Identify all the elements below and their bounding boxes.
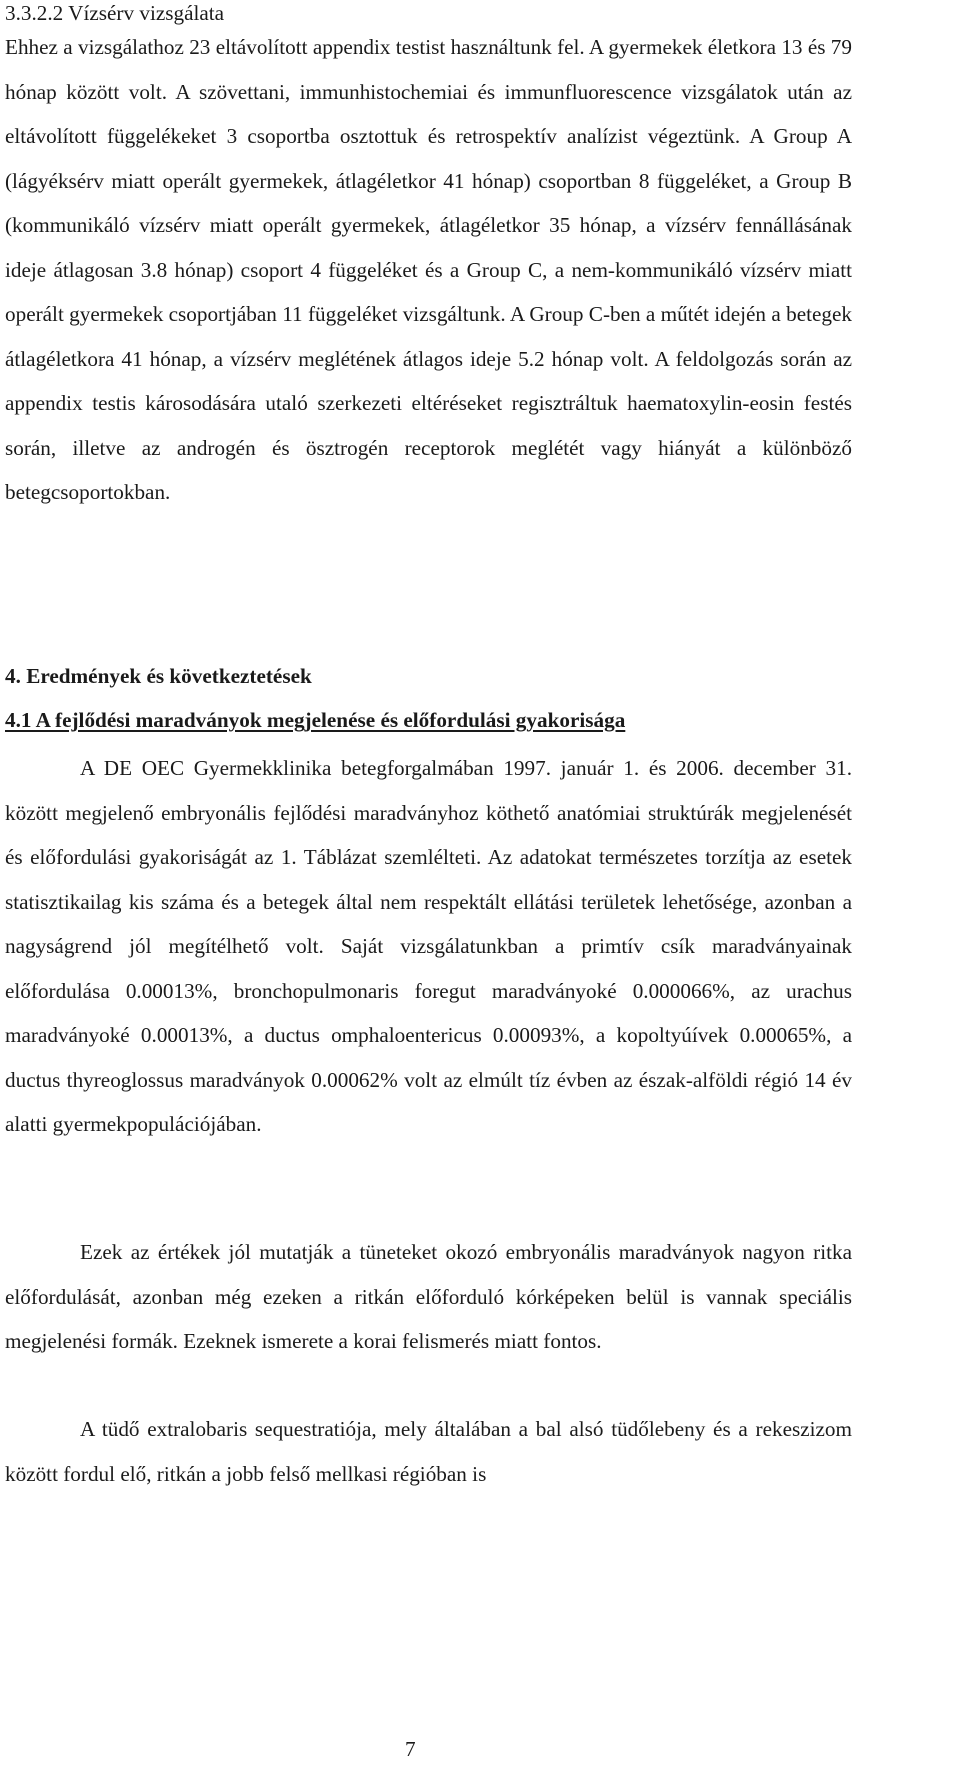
page-number: 7	[405, 1737, 416, 1761]
section-heading: 3.3.2.2 Vízsérv vizsgálata	[5, 1, 225, 25]
paragraph-values: Ezek az értékek jól mutatják a tüneteket okozó embryonális maradványok nagyon ritka előfordulását, azonban még ezeken a ritkán előforduló kórképeken belül is vannak speciális megjelenési formák. Ezeknek ismerete a korai felismerés miatt fontos.	[5, 1240, 852, 1353]
paragraph-lung-sequestration: A tüdő extralobaris sequestratiója, mely általában a bal alsó tüdőlebeny és a rekeszizom között fordul elő, ritkán a jobb felső mellkasi régióban is	[5, 1417, 852, 1486]
paragraph-hydrocele-study: Ehhez a vizsgálathoz 23 eltávolított appendix testist használtunk fel. A gyermekek életkora 13 és 79 hónap között volt. A szövettani, immunhistochemiai és immunfluorescence vizsgálatok után az eltávolított függelékeket 3 csoportba osztottuk és retrospektív analízist végeztünk. A Group A (lágyéksérv miatt operált gyermekek, átlagéletkor 41 hónap) csoportban 8 függeléket, a Group B (kommunikáló vízsérv miatt operált gyermekek, átlagéletkor 35 hónap, a vízsérv fennállásának ideje átlagosan 3.8 hónap) csoport 4 függeléket és a Group C, a nem-kommunikáló vízsérv miatt operált gyermekek csoportjában 11 függeléket vizsgáltunk. A Group C-ben a műtét idején a betegek átlagéletkora 41 hónap, a vízsérv meglétének átlagos ideje 5.2 hónap volt. A feldolgozás során az appendix testis károsodására utaló szerkezeti eltéréseket regisztráltuk haematoxylin-eosin festés során, illetve az androgén és ösztrogén receptorok meglétét vagy hiányát a különböző betegcsoportokban.	[5, 35, 852, 504]
subsection-heading: 4.1 A fejlődési maradványok megjelenése és előfordulási gyakorisága	[5, 708, 626, 732]
paragraph-results: A DE OEC Gyermekklinika betegforgalmában 1997. január 1. és 2006. december 31. között megjelenő embryonális fejlődési maradványhoz köthető anatómiai struktúrák megjelenését és előfordulási gyakoriságát az 1. Táblázat szemlélteti. Az adatokat természetes torzítja az esetek statisztikailag kis száma és a betegek által nem respektált ellátási területek lehetősége, azonban a nagyságrend jól megítélhető volt. Saját vizsgálatunkban a primtív csík maradványainak előfordulása 0.00013%, bronchopulmonaris foregut maradványoké 0.000066%, az urachus maradványoké 0.00013%, a ductus omphaloentericus 0.00093%, a kopoltyúívek 0.00065%, a ductus thyreoglossus maradványok 0.00062% volt az elmúlt tíz évben az észak-alföldi régió 14 év alatti gyermekpopulációjában.	[5, 756, 852, 1136]
chapter-heading: 4. Eredmények és következtetések	[5, 664, 312, 688]
